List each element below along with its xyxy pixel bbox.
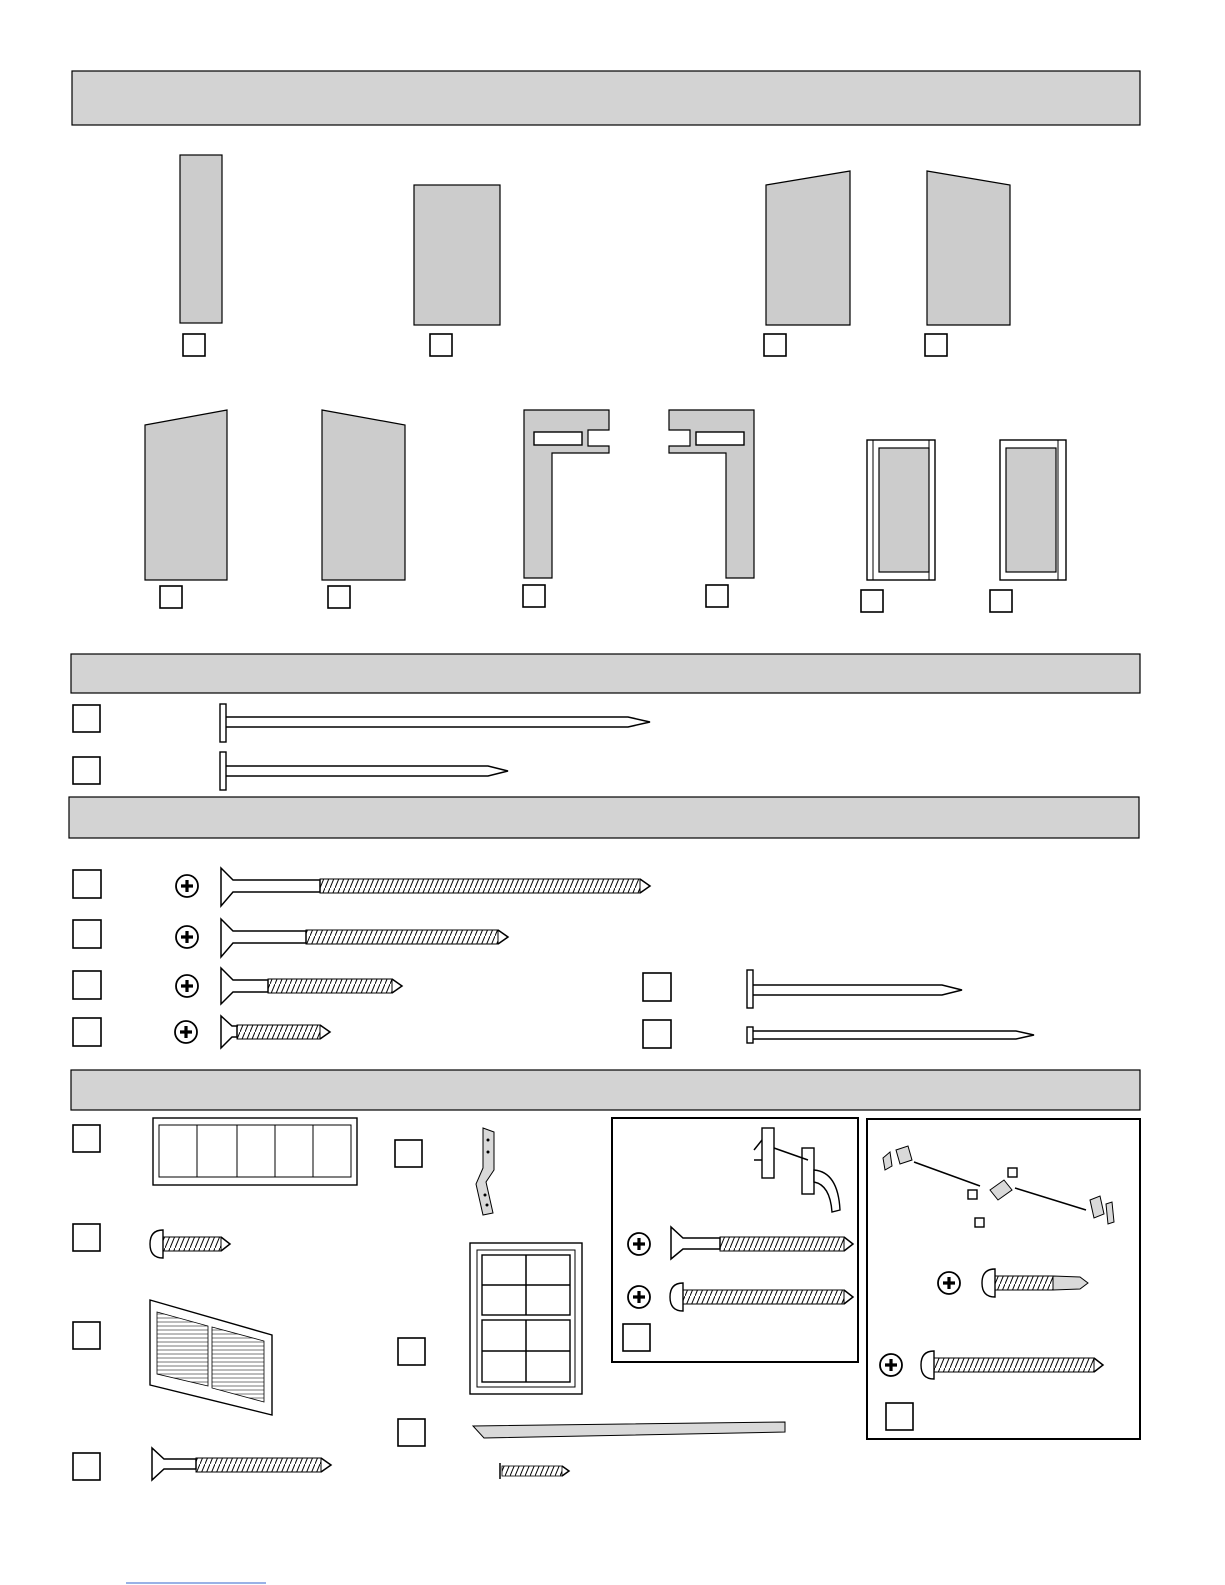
screw-thread [163, 1237, 221, 1251]
bolt-guide [1008, 1168, 1017, 1177]
bolt-guide [975, 1218, 984, 1227]
strap-hole [486, 1204, 489, 1207]
section-accessories [71, 1070, 1140, 1480]
screw-pan-head [670, 1283, 683, 1311]
part-side-wall-left [145, 410, 227, 608]
bolt-rod [1015, 1188, 1086, 1210]
handle-backplate [802, 1148, 814, 1194]
screw-tip [640, 879, 650, 893]
bolt-bracket [1090, 1196, 1104, 1218]
part-window-unit [398, 1243, 582, 1394]
part-door-frame-left [523, 410, 609, 607]
part-checkbox[interactable] [160, 586, 182, 608]
section-nails [71, 654, 1140, 790]
nail-shank [753, 985, 962, 995]
strap-hole [487, 1139, 490, 1142]
part-checkbox[interactable] [183, 334, 205, 356]
part-checkbox[interactable] [73, 1322, 100, 1349]
screw-tip [844, 1290, 853, 1304]
latch-backplate [762, 1128, 774, 1178]
part-checkbox[interactable] [73, 971, 101, 999]
nail-head [747, 1027, 753, 1043]
latch-catch [754, 1140, 762, 1160]
phillips-drive-icon [175, 1021, 197, 1043]
part-checkbox[interactable] [395, 1140, 422, 1167]
small-screw-thread [502, 1466, 562, 1476]
screw-tip [392, 979, 402, 993]
screw-row-1 [73, 868, 650, 906]
part-twist-strap [395, 1128, 494, 1215]
section-panels [72, 71, 1140, 612]
side-wall-drawing [145, 410, 227, 580]
screw-thread [237, 1025, 320, 1039]
part-checkbox[interactable] [73, 920, 101, 948]
bolt-bracket [896, 1146, 912, 1164]
part-checkbox[interactable] [430, 334, 452, 356]
shelf-tray-outer [153, 1118, 357, 1185]
screw-row-2 [73, 919, 508, 957]
screw-tip [498, 930, 508, 944]
part-sloped-panel-right [925, 171, 1010, 356]
nail-row-4 [643, 1020, 1034, 1048]
phillips-drive-icon [176, 975, 198, 997]
nail-shank [226, 717, 650, 727]
frame-slot [696, 432, 744, 445]
part-checkbox[interactable] [990, 590, 1012, 612]
part-checkbox[interactable] [523, 585, 545, 607]
part-checkbox[interactable] [886, 1403, 913, 1430]
sloped-panel-drawing [766, 171, 850, 325]
twist-strap-drawing [476, 1128, 494, 1215]
part-door-panel [414, 185, 500, 356]
screw-thread [320, 879, 640, 893]
part-checkbox[interactable] [764, 334, 786, 356]
bolt-bracket [1106, 1202, 1114, 1224]
screw-head-shank [221, 868, 320, 906]
latch-handle-drawing [754, 1128, 840, 1212]
nail-shank [226, 766, 508, 776]
phillips-drive-icon [628, 1233, 650, 1255]
window-frame-glass [879, 448, 929, 572]
nail-head [220, 704, 226, 742]
part-narrow-panel [180, 155, 222, 356]
side-wall-drawing [322, 410, 405, 580]
screw-pan-head [921, 1351, 934, 1379]
part-shelf-tray [73, 1118, 357, 1185]
phillips-drive-icon [176, 926, 198, 948]
part-checkbox[interactable] [398, 1338, 425, 1365]
part-bolt-kit [867, 1119, 1140, 1439]
section-screws [69, 797, 1139, 1048]
frame-slot [534, 432, 582, 445]
door-panel-drawing [414, 185, 500, 325]
part-checkbox[interactable] [643, 973, 671, 1001]
screw-tip [321, 1458, 331, 1472]
screw-thread [995, 1276, 1053, 1290]
self-drilling-tip [1053, 1276, 1088, 1290]
part-checkbox[interactable] [706, 585, 728, 607]
drip-edge-drawing [473, 1422, 785, 1438]
sloped-panel-drawing [927, 171, 1010, 325]
phillips-drive-icon [938, 1272, 960, 1294]
strap-hole [484, 1194, 487, 1197]
nail-head [220, 752, 226, 790]
bolt-rod [914, 1162, 980, 1186]
screw-tip [844, 1237, 853, 1251]
section-header-band [71, 654, 1140, 693]
nail-shank [753, 1031, 1034, 1039]
phillips-drive-icon [880, 1354, 902, 1376]
screw-thread [306, 930, 498, 944]
part-checkbox[interactable] [73, 1018, 101, 1046]
screw-row-3 [73, 968, 402, 1004]
nail-long [73, 704, 650, 742]
screw-thread [934, 1358, 1094, 1372]
screw-tip [221, 1237, 230, 1251]
part-vent-grille [73, 1300, 272, 1415]
handle-grip [814, 1170, 840, 1212]
screw-head-shank [671, 1227, 720, 1259]
bolt-guide [968, 1190, 977, 1199]
narrow-panel-drawing [180, 155, 222, 323]
part-checkbox[interactable] [73, 1224, 100, 1251]
screw-thread [196, 1458, 321, 1472]
bolt-center-plate [990, 1180, 1012, 1200]
nail-short [73, 752, 508, 790]
part-sloped-panel-left [764, 171, 850, 356]
part-drip-edge [398, 1419, 785, 1479]
part-checkbox[interactable] [861, 590, 883, 612]
screw-pan-head [982, 1269, 995, 1297]
part-checkbox[interactable] [73, 705, 100, 732]
part-checkbox[interactable] [623, 1324, 650, 1351]
part-checkbox[interactable] [925, 334, 947, 356]
part-checkbox[interactable] [643, 1020, 671, 1048]
part-latch-kit [612, 1118, 858, 1362]
window-frame-glass [1006, 448, 1056, 572]
screw-pan-head [150, 1230, 163, 1258]
part-checkbox[interactable] [73, 1125, 100, 1152]
part-pan-screw [73, 1224, 230, 1258]
part-side-wall-right [322, 410, 405, 608]
screw-head-shank [221, 1016, 237, 1048]
phillips-drive-icon [176, 875, 198, 897]
screw-thread [268, 979, 392, 993]
screw-row-4 [73, 1016, 330, 1048]
screw-thread [683, 1290, 844, 1304]
bolt-bracket [883, 1152, 892, 1170]
section-header-band [72, 71, 1140, 125]
part-window-frame-right [990, 440, 1066, 612]
nail-row-3 [643, 970, 962, 1008]
part-checkbox[interactable] [73, 1453, 100, 1480]
screw-head-shank [221, 968, 268, 1004]
screw-head-shank [152, 1448, 196, 1480]
strap-hole [487, 1151, 490, 1154]
part-door-frame-right [669, 410, 754, 607]
part-window-frame-left [861, 440, 935, 612]
section-header-band [71, 1070, 1140, 1110]
nail-head [747, 970, 753, 1008]
section-header-band [69, 797, 1139, 838]
part-flat-screw [73, 1448, 331, 1480]
part-checkbox[interactable] [328, 586, 350, 608]
screw-thread [720, 1237, 844, 1251]
part-checkbox[interactable] [73, 757, 100, 784]
bolt-assembly-drawing [883, 1146, 1114, 1227]
part-checkbox[interactable] [73, 870, 101, 898]
screw-tip [320, 1025, 330, 1039]
phillips-drive-icon [628, 1286, 650, 1308]
screw-tip [1094, 1358, 1103, 1372]
part-checkbox[interactable] [398, 1419, 425, 1446]
screw-head-shank [221, 919, 306, 957]
